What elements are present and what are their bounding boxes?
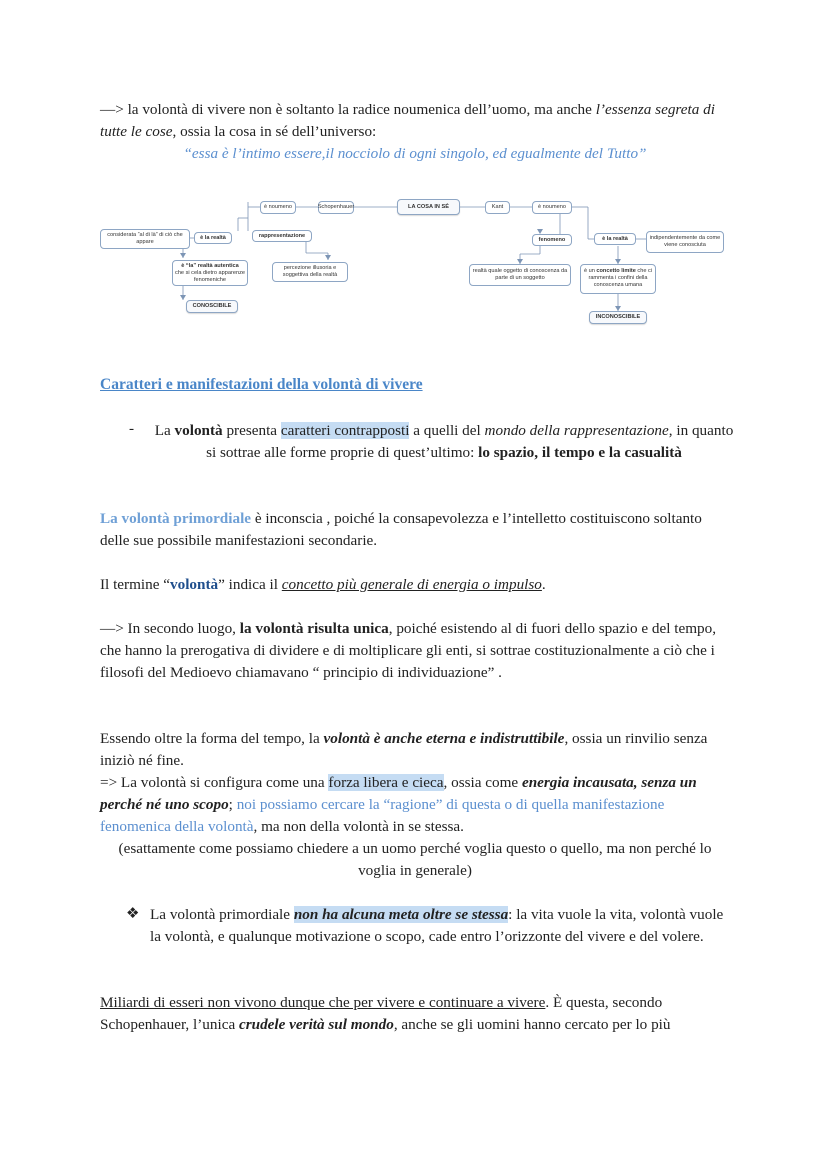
diagram-right-noumeno: è noumeno <box>532 201 572 214</box>
bullet-diamond-icon: ❖ <box>126 904 140 922</box>
diagram-conoscibile: CONOSCIBILE <box>186 300 238 313</box>
diagram-inconoscibile: INCONOSCIBILE <box>589 311 647 324</box>
section-heading: Caratteri e manifestazioni della volontà di vivere <box>100 376 423 393</box>
diagram-center-node: LA COSA IN SÉ <box>397 199 460 215</box>
diagram-right-realta-oggetto: realtà quale oggetto di conoscenza da parte di un soggetto <box>469 264 571 286</box>
diagram-left-percezione: percezione illusoria e soggettiva della realtà <box>272 262 348 282</box>
diagram-right-realta: è la realtà <box>594 233 636 245</box>
intro-quote: “essa è l’intimo essere,il nocciolo di ogni singolo, ed egualmente del Tutto” <box>183 145 647 162</box>
diagram-left-noumeno: è noumeno <box>260 201 296 214</box>
paragraph-volonta-unica: —> In secondo luogo, la volontà risulta unica, poiché esistendo al di fuori dello spazio e del tempo, che hanno la prerogativa di dividere e di moltiplicare gli enti, si sottrae costituzionalmente a ciò che i filosofi del Medioevo chiamavano “ principio di individuazione” . <box>100 620 717 681</box>
diagram-left-realta: è la realtà <box>194 232 232 244</box>
paragraph-termine-volonta: Il termine “volontà” indica il concetto più generale di energia o impulso. <box>100 576 546 593</box>
bullet-paragraph-2: La volontà primordiale non ha alcuna meta oltre se stessa: la vita vuole la vita, volontà vuole la volontà, e qualunque motivazione o scopo, cade entro l’orizzonte del vivere e del volere. <box>150 906 724 945</box>
bullet-paragraph-1: La volontà presenta caratteri contrapposti a quelli del mondo della rappresentazione, in quanto si sottrae alle forme proprie di quest’ultimo: lo spazio, il tempo e la casualità <box>154 422 734 461</box>
diagram-right-indipendentemente: indipendentemente da come viene conosciuta <box>646 231 724 253</box>
diagram-schopenhauer: Schopenhauer <box>318 201 354 214</box>
diagram-right-fenomeno: fenomeno <box>532 234 572 246</box>
diagram-kant: Kant <box>485 201 510 214</box>
diagram-left-rappresentazione: rappresentazione <box>252 230 312 242</box>
paragraph-volonta-primordiale: La volontà primordiale è inconscia , poiché la consapevolezza e l’intelletto costituiscono soltanto delle sue possibile manifestazioni secondarie. <box>100 510 702 549</box>
paragraph-miliardi: Miliardi di esseri non vivono dunque che per vivere e continuare a vivere. È questa, secondo Schopenhauer, l’unica crudele verità sul mondo, anche se gli uomini hanno cercato per lo più <box>100 994 671 1033</box>
bullet-dash: - <box>129 420 135 437</box>
diagram-left-autentica: è “la” realtà autentica che si cela dietro apparenze fenomeniche <box>172 260 248 286</box>
diagram-left-considerata: considerata “al di là” di ciò che appare <box>100 229 190 249</box>
intro-paragraph: —> la volontà di vivere non è soltanto la radice noumenica dell’uomo, ma anche l’essenza segreta di tutte le cose, ossia la cosa in sé dell’universo: <box>100 101 715 140</box>
concept-map-diagram <box>100 194 730 334</box>
paragraph-eterna: Essendo oltre la forma del tempo, la volontà è anche eterna e indistruttibile, ossia un rinvilio senza iniziò né fine. => La volontà si configura come una forza libera e cieca, ossia come energia incausata, senza un perché né uno scopo; noi possiamo cercare la “ragione” di questa o di quella manifestazione fenomenica della volontà, ma non della volontà in se stessa. <box>100 730 708 835</box>
paragraph-esempio: (esattamente come possiamo chiedere a un uomo perché voglia questo o quello, ma non perché lo voglia in generale) <box>118 840 712 879</box>
diagram-right-limite: è un concetto limite che ci rammenta i confini della conoscenza umana <box>580 264 656 294</box>
